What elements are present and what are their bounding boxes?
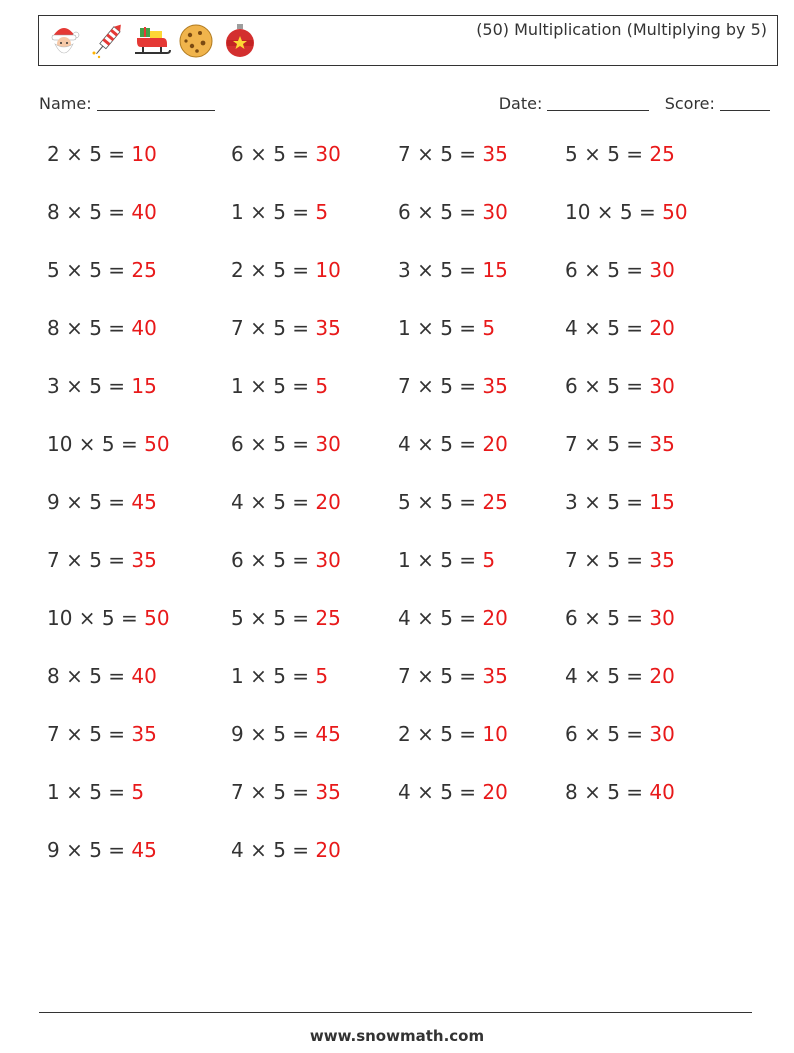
problem-answer: 30: [315, 142, 341, 166]
problem-answer: 35: [649, 432, 675, 456]
problem-answer: 30: [649, 722, 675, 746]
problem-question: 10 × 5 =: [47, 432, 145, 456]
problem-question: 4 × 5 =: [398, 780, 483, 804]
problem-item: [47, 490, 157, 514]
problem-answer: 50: [144, 606, 170, 630]
problem-answer: 20: [482, 780, 508, 804]
problem-item: [398, 258, 508, 282]
problem-question: 5 × 5 =: [565, 142, 650, 166]
problem-item: [231, 316, 341, 340]
date-blank[interactable]: [547, 94, 649, 111]
problem-question: 6 × 5 =: [398, 200, 483, 224]
problem-item: [47, 722, 157, 746]
problem-answer: 35: [131, 722, 157, 746]
problem-item: [231, 722, 341, 746]
problem-item: [565, 606, 675, 630]
problem-question: 3 × 5 =: [565, 490, 650, 514]
problem-item: [565, 490, 675, 514]
problem-item: [398, 490, 508, 514]
problem-question: 8 × 5 =: [565, 780, 650, 804]
problem-answer: 20: [649, 316, 675, 340]
problem-question: 5 × 5 =: [398, 490, 483, 514]
problem-item: [231, 780, 341, 804]
problem-item: [47, 432, 170, 456]
problem-item: [398, 316, 495, 340]
problem-question: 6 × 5 =: [565, 606, 650, 630]
problem-question: 4 × 5 =: [231, 490, 316, 514]
ornament-icon: [221, 20, 259, 60]
problem-question: 7 × 5 =: [231, 316, 316, 340]
page-title: (50) Multiplication (Multiplying by 5): [476, 20, 767, 39]
problem-answer: 5: [482, 548, 496, 572]
problem-question: 1 × 5 =: [231, 374, 316, 398]
problem-question: 1 × 5 =: [47, 780, 132, 804]
date-score-fields: [499, 94, 770, 113]
problem-answer: 25: [649, 142, 675, 166]
problem-answer: 35: [482, 664, 508, 688]
problem-answer: 35: [131, 548, 157, 572]
problem-answer: 5: [131, 780, 145, 804]
problem-answer: 20: [482, 606, 508, 630]
problem-question: 7 × 5 =: [47, 722, 132, 746]
problem-item: [565, 548, 675, 572]
problem-item: [231, 606, 341, 630]
problem-item: [47, 548, 157, 572]
score-label: Score:: [664, 94, 715, 113]
problem-answer: 5: [315, 664, 329, 688]
header-box: [38, 15, 778, 66]
problem-question: 4 × 5 =: [231, 838, 316, 862]
problem-item: [398, 606, 508, 630]
score-blank[interactable]: [720, 94, 770, 111]
problem-question: 2 × 5 =: [231, 258, 316, 282]
problem-item: [398, 200, 508, 224]
problem-question: 7 × 5 =: [565, 548, 650, 572]
problem-question: 7 × 5 =: [398, 664, 483, 688]
problem-question: 10 × 5 =: [565, 200, 663, 224]
problem-item: [231, 432, 341, 456]
problem-answer: 15: [131, 374, 157, 398]
problem-item: [47, 142, 157, 166]
problem-answer: 30: [315, 432, 341, 456]
problem-question: 1 × 5 =: [398, 316, 483, 340]
problem-answer: 45: [131, 490, 157, 514]
problem-item: [47, 838, 157, 862]
problem-question: 9 × 5 =: [47, 490, 132, 514]
problem-question: 6 × 5 =: [231, 142, 316, 166]
problem-answer: 50: [144, 432, 170, 456]
problem-item: [398, 780, 508, 804]
problem-item: [565, 374, 675, 398]
problem-item: [398, 374, 508, 398]
problem-question: 2 × 5 =: [398, 722, 483, 746]
problem-answer: 20: [315, 838, 341, 862]
problem-answer: 10: [482, 722, 508, 746]
problem-question: 1 × 5 =: [231, 664, 316, 688]
problem-answer: 25: [315, 606, 341, 630]
problem-answer: 35: [315, 780, 341, 804]
firework-rocket-icon: [89, 20, 127, 60]
sleigh-icon: [133, 20, 171, 60]
problem-answer: 20: [649, 664, 675, 688]
problem-item: [398, 664, 508, 688]
icon-strip: [45, 20, 259, 60]
problem-item: [231, 374, 328, 398]
problem-answer: 15: [649, 490, 675, 514]
cookie-icon: [177, 20, 215, 60]
problem-question: 6 × 5 =: [565, 258, 650, 282]
problem-item: [47, 316, 157, 340]
problem-item: [398, 142, 508, 166]
problem-answer: 45: [131, 838, 157, 862]
problem-question: 9 × 5 =: [231, 722, 316, 746]
problem-question: 7 × 5 =: [565, 432, 650, 456]
problem-item: [47, 606, 170, 630]
problem-item: [565, 780, 675, 804]
problem-answer: 5: [482, 316, 496, 340]
problem-answer: 50: [662, 200, 688, 224]
problem-answer: 40: [131, 200, 157, 224]
problem-question: 1 × 5 =: [398, 548, 483, 572]
problem-answer: 35: [482, 374, 508, 398]
problem-answer: 30: [649, 374, 675, 398]
problem-item: [565, 316, 675, 340]
problem-answer: 40: [131, 664, 157, 688]
problem-question: 6 × 5 =: [565, 374, 650, 398]
problem-question: 3 × 5 =: [47, 374, 132, 398]
problem-question: 5 × 5 =: [231, 606, 316, 630]
problem-answer: 35: [315, 316, 341, 340]
problem-answer: 20: [482, 432, 508, 456]
problem-question: 8 × 5 =: [47, 316, 132, 340]
problem-question: 7 × 5 =: [47, 548, 132, 572]
problem-question: 10 × 5 =: [47, 606, 145, 630]
problem-question: 5 × 5 =: [47, 258, 132, 282]
footer-divider: [39, 1012, 752, 1013]
name-label: Name:: [39, 94, 92, 113]
problem-item: [398, 432, 508, 456]
date-label: Date:: [498, 94, 543, 113]
problem-item: [47, 258, 157, 282]
problem-question: 7 × 5 =: [398, 374, 483, 398]
problem-item: [565, 664, 675, 688]
problem-question: 8 × 5 =: [47, 664, 132, 688]
problem-question: 4 × 5 =: [398, 432, 483, 456]
problem-item: [231, 142, 341, 166]
problem-item: [231, 258, 341, 282]
problem-question: 6 × 5 =: [231, 548, 316, 572]
santa-icon: [45, 20, 83, 60]
problem-item: [47, 780, 144, 804]
problem-answer: 10: [131, 142, 157, 166]
problem-answer: 35: [649, 548, 675, 572]
problem-question: 4 × 5 =: [398, 606, 483, 630]
problem-answer: 25: [482, 490, 508, 514]
problem-question: 7 × 5 =: [231, 780, 316, 804]
problem-question: 1 × 5 =: [231, 200, 316, 224]
problem-item: [231, 838, 341, 862]
problem-item: [565, 200, 688, 224]
problem-question: 4 × 5 =: [565, 316, 650, 340]
problem-answer: 30: [649, 606, 675, 630]
problem-item: [398, 722, 508, 746]
problem-question: 7 × 5 =: [398, 142, 483, 166]
problem-answer: 5: [315, 200, 329, 224]
problem-answer: 30: [315, 548, 341, 572]
problem-item: [565, 722, 675, 746]
problem-answer: 30: [482, 200, 508, 224]
name-field: [39, 94, 215, 113]
problem-item: [47, 200, 157, 224]
problem-answer: 10: [315, 258, 341, 282]
problem-item: [47, 664, 157, 688]
problem-question: 9 × 5 =: [47, 838, 132, 862]
problem-item: [231, 664, 328, 688]
problem-answer: 40: [649, 780, 675, 804]
problem-question: 2 × 5 =: [47, 142, 132, 166]
problem-question: 4 × 5 =: [565, 664, 650, 688]
problem-answer: 35: [482, 142, 508, 166]
name-blank[interactable]: [97, 94, 215, 111]
problem-question: 6 × 5 =: [231, 432, 316, 456]
problem-item: [398, 548, 495, 572]
problem-question: 6 × 5 =: [565, 722, 650, 746]
problem-question: 3 × 5 =: [398, 258, 483, 282]
problem-answer: 40: [131, 316, 157, 340]
footer-url: www.snowmath.com: [309, 1027, 485, 1045]
problem-question: 8 × 5 =: [47, 200, 132, 224]
problem-answer: 5: [315, 374, 329, 398]
problem-item: [565, 432, 675, 456]
problem-item: [565, 258, 675, 282]
problem-item: [565, 142, 675, 166]
problem-answer: 15: [482, 258, 508, 282]
problem-item: [47, 374, 157, 398]
problem-answer: 30: [649, 258, 675, 282]
problem-item: [231, 490, 341, 514]
problem-answer: 45: [315, 722, 341, 746]
problem-answer: 20: [315, 490, 341, 514]
problem-item: [231, 200, 328, 224]
problem-item: [231, 548, 341, 572]
problem-answer: 25: [131, 258, 157, 282]
